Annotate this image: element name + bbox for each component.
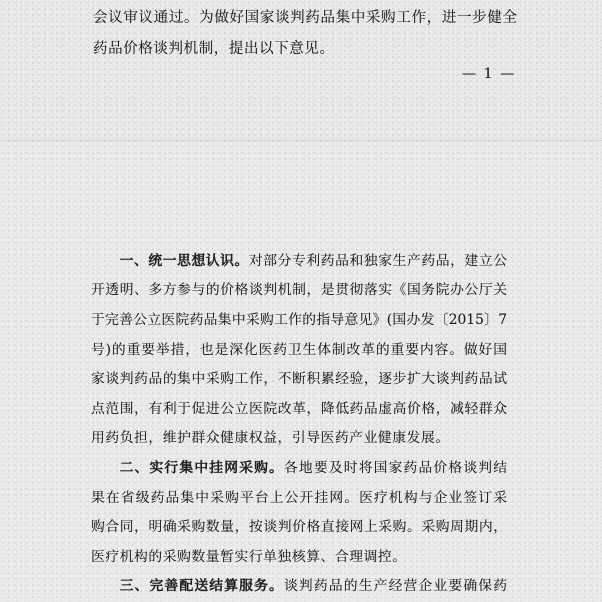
- body-line: 用药负担，维护群众健康权益，引导医药产业健康发展。: [91, 430, 450, 447]
- section-2: [91, 454, 507, 572]
- section-1-first-line: [91, 247, 507, 277]
- section-2-heading: 二、实行集中挂网采购。: [119, 459, 284, 476]
- body-line: 于完善公立医院药品集中采购工作的指导意见》(国办发〔2015〕7: [91, 311, 507, 328]
- page-edge: [0, 140, 602, 141]
- body-text: 对部分专利药品和独家生产药品，建立公: [248, 252, 507, 269]
- page-1-text-block: [93, 3, 517, 65]
- body-line: 点范围，有利于促进公立医院改革，降低药品虚高价格，减轻群众: [91, 400, 507, 417]
- section-1: [91, 247, 507, 454]
- body-text: 各地要及时将国家药品价格谈判结: [283, 459, 507, 476]
- page-1-line: 药品价格谈判机制，提出以下意见。: [93, 40, 335, 57]
- page-2: [0, 140, 602, 602]
- section-1-heading: 一、统一思想认识。: [119, 252, 249, 269]
- page-2-body: [91, 247, 507, 602]
- body-line: 医疗机构的采购数量暂实行单独核算、合理调控。: [91, 548, 407, 565]
- body-line: 家谈判药品的集中采购工作，不断积累经验，逐步扩大谈判药品试: [91, 371, 507, 388]
- section-3: [91, 572, 507, 602]
- body-line: 号)的重要举措，也是深化医药卫生体制改革的重要内容。做好国: [91, 341, 507, 358]
- body-line: 果在省级药品集中采购平台上公开挂网。医疗机构与企业签订采: [91, 489, 507, 506]
- section-2-first-line: [91, 454, 507, 484]
- page-1-line: 会议审议通过。为做好国家谈判药品集中采购工作，进一步健全: [93, 9, 517, 26]
- body-line: 开透明、多方参与的价格谈判机制，是贯彻落实《国务院办公厅关: [91, 282, 507, 299]
- page-number: — 1 —: [462, 66, 516, 82]
- section-3-first-line: [91, 572, 507, 602]
- page-1-fragment: [0, 0, 602, 140]
- body-line: 购合同，明确采购数量，按谈判价格直接网上采购。采购周期内，: [91, 519, 507, 536]
- body-text: 谈判药品的生产经营企业要确保药: [283, 578, 507, 595]
- section-3-heading: 三、完善配送结算服务。: [119, 578, 284, 595]
